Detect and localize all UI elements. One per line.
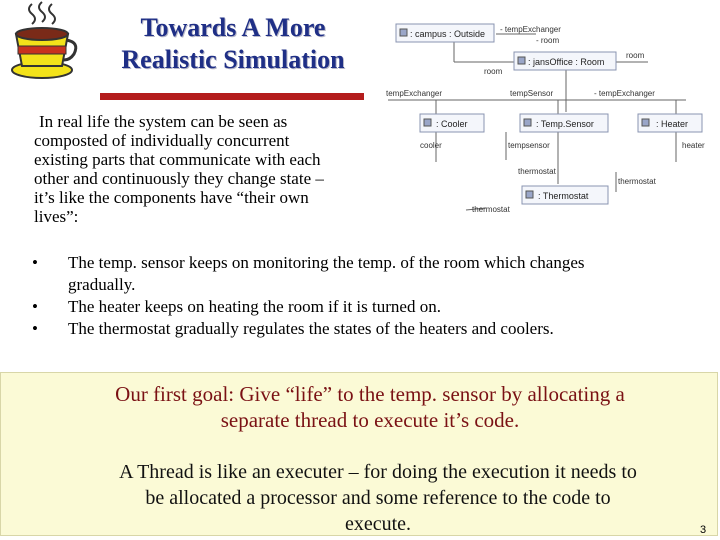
role-label: thermostat xyxy=(518,167,556,176)
role-label: cooler xyxy=(420,141,442,150)
page-number: 3 xyxy=(700,524,707,536)
class-box-office xyxy=(514,52,616,70)
class-box-campus xyxy=(396,24,494,42)
class-name: : campus : Outside xyxy=(410,29,486,39)
bullet-text: The heater keeps on heating the room if it is turned on. xyxy=(68,297,441,316)
class-name: : Thermostat xyxy=(538,191,589,201)
coffee-cup-logo-icon xyxy=(4,0,86,82)
role-label: thermostat xyxy=(618,177,656,186)
intro-line: lives”: xyxy=(34,207,79,226)
bullet-text: gradually. xyxy=(68,275,136,294)
intro-line: composted of individually concurrent xyxy=(34,131,290,150)
role-label: tempsensor xyxy=(508,141,550,150)
bullet-text: The thermostat gradually regulates the states of the heaters and coolers. xyxy=(68,319,554,338)
role-label: room xyxy=(626,51,645,60)
definition-line: execute. xyxy=(344,513,412,535)
intro-line: other and continuously they change state – xyxy=(34,169,324,188)
bullet-mark: • xyxy=(32,253,38,272)
title-line-2: Realistic Simulation xyxy=(121,45,345,74)
definition-line: A Thread is like an executer – for doing the execution it needs to xyxy=(119,461,637,483)
role-label: heater xyxy=(682,141,705,150)
thread-definition xyxy=(36,459,720,537)
role-label: tempSensor xyxy=(510,89,554,98)
goal-line: separate thread to execute it’s code. xyxy=(220,408,520,432)
class-name: : jansOffice : Room xyxy=(528,57,605,67)
bullet-mark: • xyxy=(32,319,38,338)
intro-line: it’s like the components have “their own xyxy=(34,188,309,207)
goal-line: Our first goal: Give “life” to the temp. sensor by allocating a xyxy=(115,382,625,406)
class-name: : Temp.Sensor xyxy=(536,119,594,129)
class-name: : Cooler xyxy=(436,119,468,129)
intro-paragraph xyxy=(34,112,384,226)
role-label: - tempExchanger xyxy=(500,25,561,34)
role-label: thermostat xyxy=(472,205,510,214)
role-label: tempExchanger xyxy=(386,89,443,98)
list-item xyxy=(30,318,710,340)
page-title xyxy=(88,12,378,76)
role-label: room xyxy=(484,67,503,76)
class-box-heater xyxy=(638,114,702,132)
class-box-thermostat xyxy=(522,186,608,204)
bullet-text: The temp. sensor keeps on monitoring the temp. of the room which changes xyxy=(68,253,585,272)
class-name: : Heater xyxy=(656,119,689,129)
definition-line: be allocated a processor and some reference to the code to xyxy=(145,487,611,509)
goal-statement xyxy=(40,381,700,433)
uml-object-diagram xyxy=(386,12,716,222)
role-label: - room xyxy=(536,36,560,45)
title-line-1: Towards A More xyxy=(140,13,326,42)
intro-line: In real life the system can be seen as xyxy=(39,112,288,131)
bullet-mark: • xyxy=(32,297,38,316)
list-item xyxy=(30,296,710,318)
list-item xyxy=(30,252,710,296)
intro-line: existing parts that communicate with each xyxy=(34,150,321,169)
role-label: - tempExchanger xyxy=(594,89,655,98)
title-underline xyxy=(100,93,364,100)
bullet-list xyxy=(30,252,710,340)
class-box-cooler xyxy=(420,114,484,132)
class-box-sensor xyxy=(520,114,608,132)
